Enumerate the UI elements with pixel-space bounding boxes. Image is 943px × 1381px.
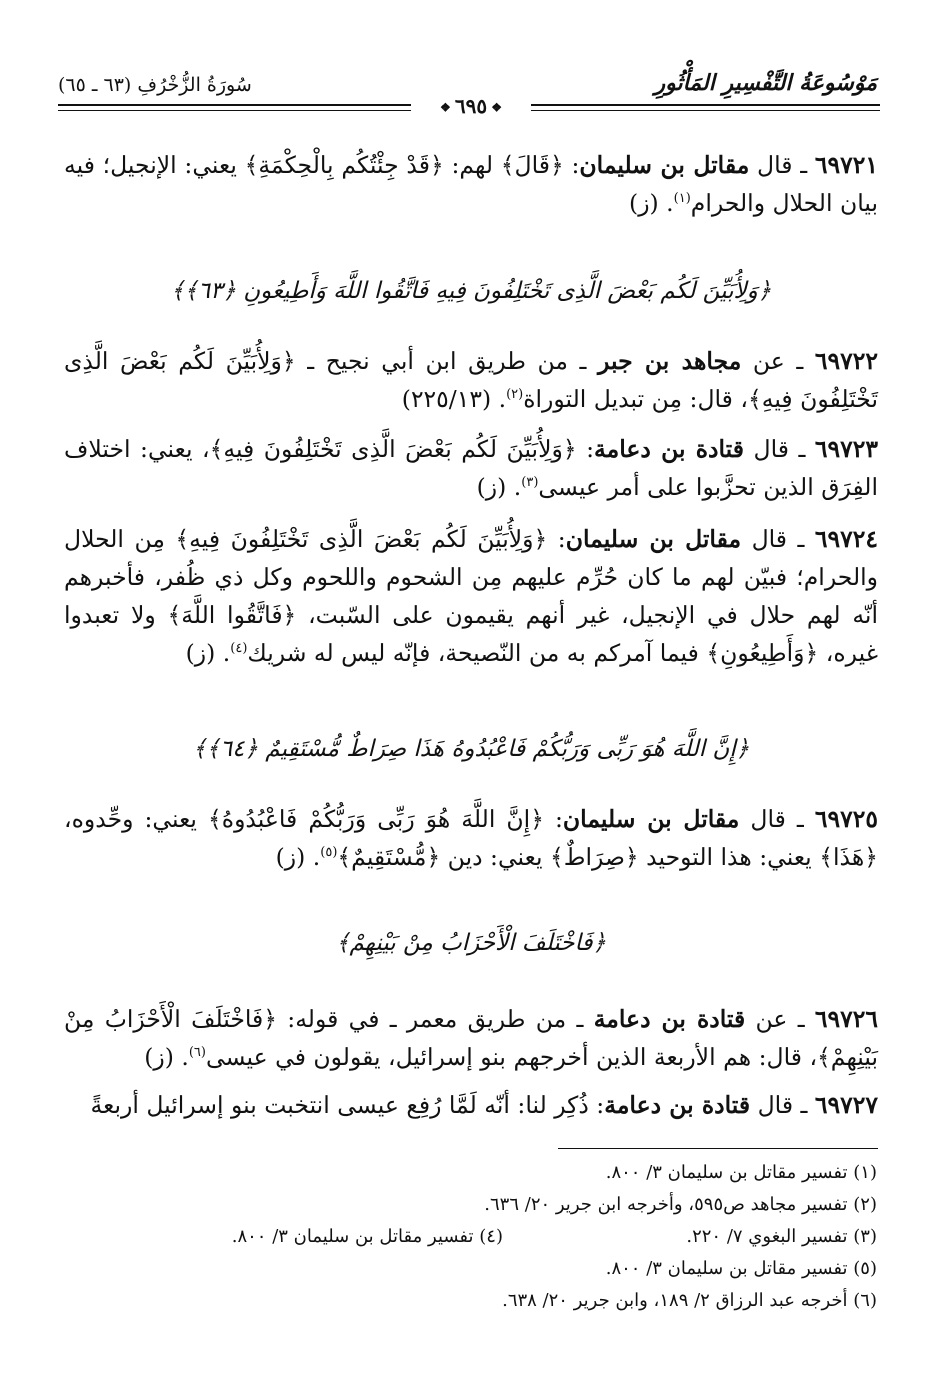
narration-paragraph: ٦٩٧٢٢ ـ عن مجاهد بن جبر ـ من طريق ابن أبي نجيح ـ ﴿وَلِأُبَيِّنَ لَكُم بَعْضَ الَّذِى تَخْتَلِفُونَ فِيهِ﴾، قال: مِن تبديل التوراة$^{(٢)}$. (٢٢٥/١٣)	[64, 347, 878, 413]
narrator-name: قتادة بن دعامة	[604, 1091, 751, 1119]
quran-verse: ﴿وَلِأُبَيِّنَ لَكُم بَعْضَ الَّذِى تَخْتَلِفُونَ فِيهِ فَاتَّقُوا اللَّهَ وَأَطِيعُونِ ﴿٦٣﴾﴾	[170, 278, 772, 304]
narration-paragraph: ٦٩٧٢٣ ـ قال قتادة بن دعامة: ﴿وَلِأُبَيِّنَ لَكُم بَعْضَ الَّذِى تَخْتَلِفُونَ فِيهِ﴾، يعني: اختلاف الفِرَق الذين تحزَّبوا على أمر عيسى$^{(٣)}$. (ز)	[64, 435, 878, 501]
book-title: مَوْسُوعَةُ التَّفْسِيرِ المَأْثُورِ	[654, 70, 877, 96]
narration-text: : ﴿إِنَّ اللَّهَ هُوَ رَبِّى وَرَبُّكُمْ فَاعْبُدُوهُ﴾ يعني: وحِّدوه، ﴿هَذَا﴾ يعني: هذا التوحيد ﴿صِرَاطٌ﴾ يعني: دين ﴿مُّسْتَقِيمٌ﴾	[64, 805, 878, 871]
footnote-separator	[558, 1148, 878, 1149]
narration-text: : ﴿وَلِأُبَيِّنَ لَكُم بَعْضَ الَّذِى تَخْتَلِفُونَ فِيهِ﴾ مِن الحلال والحرام؛ فبيّن لهم ما كان حُرِّم عليهم مِن الشحوم واللحوم وكل ذي ظُفر، فأخبرهم أنّه لهم حلال في الإنجيل، غير أنهم يقيمون على السّبت، ﴿فَاتَّقُوا اللَّهَ﴾ ولا تعبدوا غيره، ﴿وَأَطِيعُونِ﴾ فيما آمركم به من النّصيحة، فإنّه ليس له شريك	[64, 525, 878, 667]
narrator-name: قتادة بن دعامة	[593, 1005, 746, 1033]
footnote: (٥) تفسير مقاتل بن سليمان ٣/ ٨٠٠.	[605, 1258, 877, 1279]
ornament-left-icon: ❖	[439, 100, 455, 115]
narrator-name: مجاهد بن جبر	[598, 347, 742, 375]
narration-number: ٦٩٧٢٢	[814, 347, 878, 375]
narration-number: ٦٩٧٢٥	[814, 805, 878, 833]
narration-text: : ﴿وَلِأُبَيِّنَ لَكُم بَعْضَ الَّذِى تَخْتَلِفُونَ فِيهِ﴾، يعني: اختلاف الفِرَق الذين تحزَّبوا على أمر عيسى	[64, 435, 878, 501]
footnote: (٤) تفسير مقاتل بن سليمان ٣/ ٨٠٠.	[231, 1226, 503, 1247]
footnote-ref: (٦)	[188, 1045, 206, 1061]
page-number	[411, 94, 531, 120]
footnote-ref: (٥)	[320, 845, 338, 861]
page-number-value: ٦٩٥	[454, 94, 488, 118]
quran-verse: ﴿فَاخْتَلَفَ الْأَحْزَابُ مِنْ بَيْنِهِمْ﴾	[336, 930, 606, 956]
narration-paragraph: ٦٩٧٢١ ـ قال مقاتل بن سليمان: ﴿قَالَ﴾ لهم: ﴿قَدْ جِئْتُكُم بِالْحِكْمَةِ﴾ يعني: الإنجيل؛ فيه بيان الحلال والحرام$^{(١)}$. (ز)	[64, 151, 878, 217]
narrator-name: مقاتل بن سليمان	[579, 151, 750, 179]
narration-text: : ذُكِر لنا: أنّه لَمَّا رُفِع عيسى انتخبت بنو إسرائيل أربعةً	[90, 1091, 605, 1119]
footnote-ref: (٢)	[506, 387, 524, 403]
quran-verse: ﴿إِنَّ اللَّهَ هُوَ رَبِّى وَرَبُّكُمْ فَاعْبُدُوهُ هَذَا صِرَاطٌ مُّسْتَقِيمٌ ﴿٦٤﴾﴾	[192, 736, 750, 762]
narration-paragraph: ٦٩٧٢٧ ـ قال قتادة بن دعامة: ذُكِر لنا: أنّه لَمَّا رُفِع عيسى انتخبت بنو إسرائيل أربعةً	[90, 1091, 878, 1119]
ornament-right-icon: ❖	[487, 100, 503, 115]
narrator-name: مقاتل بن سليمان	[565, 525, 742, 553]
narrator-name: قتادة بن دعامة	[594, 435, 744, 463]
narration-paragraph: ٦٩٧٢٤ ـ قال مقاتل بن سليمان: ﴿وَلِأُبَيِّنَ لَكُم بَعْضَ الَّذِى تَخْتَلِفُونَ فِيهِ﴾ مِن الحلال والحرام؛ فبيّن لهم ما كان حُرِّم عليهم مِن الشحوم واللحوم وكل ذي ظُفر، فأخبرهم أنّه لهم حلال في الإنجيل، غير أنهم يقيمون على السّبت، ﴿فَاتَّقُوا اللَّهَ﴾ ولا تعبدوا غيره، ﴿وَأَطِيعُونِ﴾ فيما آمركم به من النّصيحة، فإنّه ليس له شريك$^{(٤)}$. (ز)	[64, 525, 879, 667]
footnote: (١) تفسير مقاتل بن سليمان ٣/ ٨٠٠.	[605, 1162, 877, 1183]
surah-range: سُورَةُ الزُّخْرُفِ (٦٣ ـ ٦٥)	[58, 74, 252, 96]
narration-paragraph: ٦٩٧٢٦ ـ عن قتادة بن دعامة ـ من طريق معمر ـ في قوله: ﴿فَاخْتَلَفَ الْأَحْزَابُ مِنْ بَيْنِهِمْ﴾، قال: هم الأربعة الذين أخرجهم بنو إسرائيل، يقولون في عيسى$^{(٦)}$. (ز)	[64, 1005, 879, 1071]
narration-text: ـ من طريق ابن أبي نجيح ـ ﴿وَلِأُبَيِّنَ لَكُم بَعْضَ الَّذِى تَخْتَلِفُونَ فِيهِ﴾، قال: مِن تبديل التوراة	[64, 347, 878, 413]
narration-number: ٦٩٧٢٣	[814, 435, 878, 463]
narration-number: ٦٩٧٢١	[814, 151, 878, 179]
narration-number: ٦٩٧٢٧	[814, 1091, 878, 1119]
narration-number: ٦٩٧٢٤	[814, 525, 879, 553]
narration-paragraph: ٦٩٧٢٥ ـ قال مقاتل بن سليمان: ﴿إِنَّ اللَّهَ هُوَ رَبِّى وَرَبُّكُمْ فَاعْبُدُوهُ﴾ يعني: وحِّدوه، ﴿هَذَا﴾ يعني: هذا التوحيد ﴿صِرَاطٌ﴾ يعني: دين ﴿مُّسْتَقِيمٌ﴾$^{(٥)}$. (ز)	[64, 805, 878, 871]
footnote-ref: (٣)	[521, 475, 539, 491]
narration-text: : ﴿قَالَ﴾ لهم: ﴿قَدْ جِئْتُكُم بِالْحِكْمَةِ﴾ يعني: الإنجيل؛ فيه بيان الحلال والحرام	[64, 151, 878, 217]
footnote: (٦) أخرجه عبد الرزاق ٢/ ١٨٩، وابن جرير ٢٠/ ٦٣٨.	[502, 1290, 877, 1311]
footnote-ref: (١)	[673, 191, 691, 207]
narration-text: ـ من طريق معمر ـ في قوله: ﴿فَاخْتَلَفَ الْأَحْزَابُ مِنْ بَيْنِهِمْ﴾، قال: هم الأربعة الذين أخرجهم بنو إسرائيل، يقولون في عيسى	[64, 1005, 878, 1071]
footnote: (٢) تفسير مجاهد ص٥٩٥، وأخرجه ابن جرير ٢٠/ ٦٣٦.	[484, 1194, 877, 1215]
footnote: (٣) تفسير البغوي ٧/ ٢٢٠.	[686, 1226, 877, 1247]
narration-number: ٦٩٧٢٦	[814, 1005, 879, 1033]
footnote-ref: (٤)	[230, 641, 248, 657]
narrator-name: مقاتل بن سليمان	[562, 805, 740, 833]
